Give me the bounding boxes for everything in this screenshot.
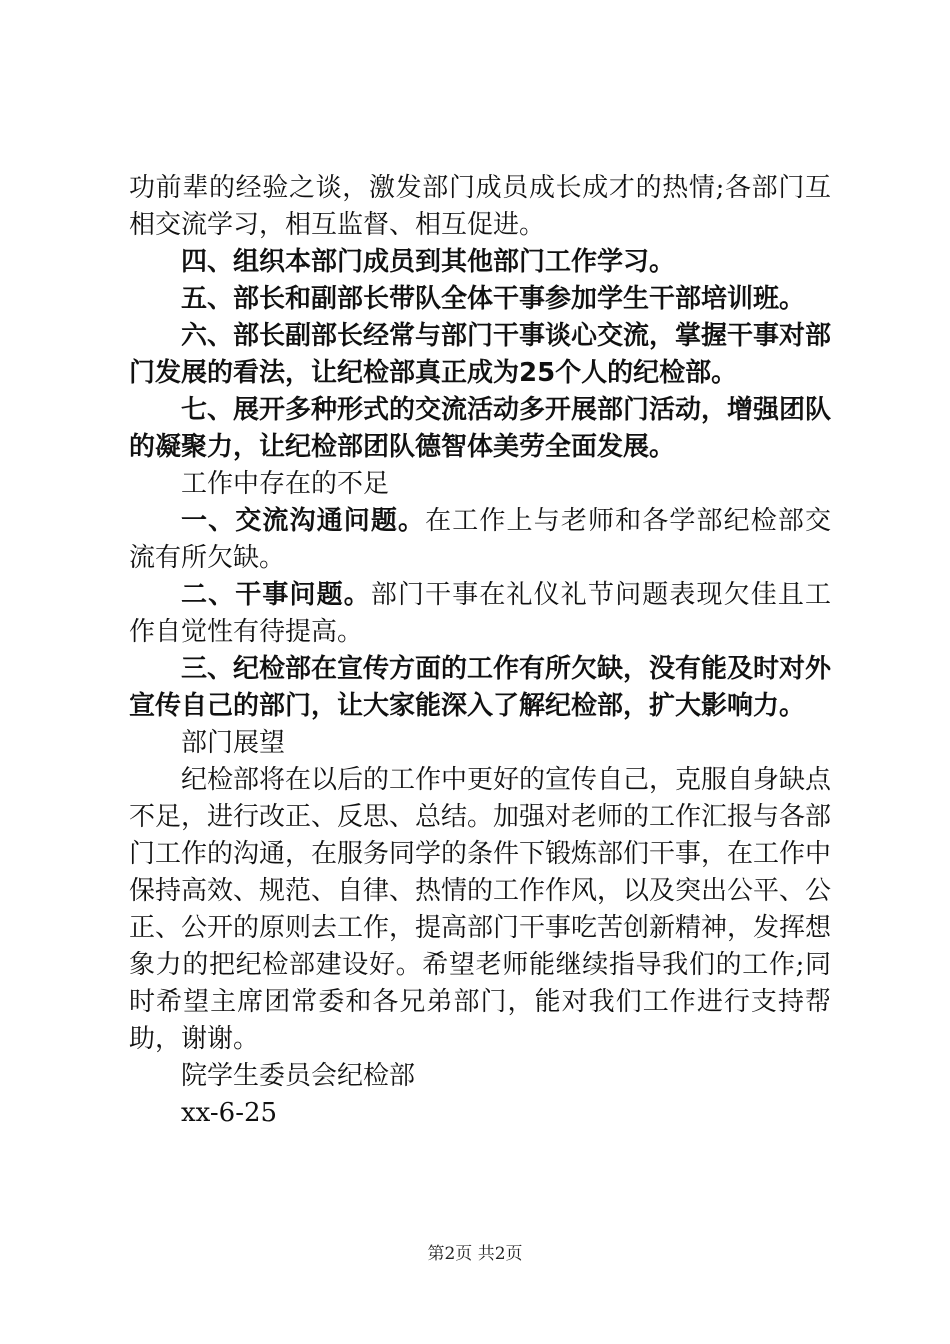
paragraph-item-5: 五、部长和副部长带队全体干事参加学生干部培训班。 [181,284,806,314]
paragraph-shortcoming-1 [129,503,831,577]
shortcoming-2-text: 部门干事在礼仪礼节问题表现欠佳且工作自觉性有待提高。 [129,580,831,647]
paragraph-item-7: 七、展开多种形式的交流活动多开展部门活动，增强团队的凝聚力，让纪检部团队德智体美劳全面发展。 [129,395,832,462]
section-heading-shortcomings: 工作中存在的不足 [181,469,390,499]
section-heading-outlook: 部门展望 [181,728,286,758]
shortcoming-2-lead: 二、干事问题。 [181,580,371,610]
shortcoming-1-lead: 一、交流沟通问题。 [181,506,426,536]
paragraph-outlook: 纪检部将在以后的工作中更好的宣传自己，克服自身缺点不足，进行改正、反思、总结。加强对老师的工作汇报与各部门工作的沟通，在服务同学的条件下锻炼部们干事，在工作中保持高效、规范、自律、热情的工作作风，以及突出公平、公正、公开的原则去工作，提高部门干事吃苦创新精神，发挥想象力的把纪检部建设好。希望老师能继续指导我们的工作;同时希望主席团常委和各兄弟部门，能对我们工作进行支持帮助，谢谢。 [129,765,832,1054]
shortcoming-1-text: 在工作上与老师和各学部纪检部交流有所欠缺。 [129,506,831,573]
paragraph-shortcoming-3: 三、纪检部在宣传方面的工作有所欠缺，没有能及时对外宣传自己的部门，让大家能深入了解纪检部，扩大影响力。 [129,654,832,721]
signature-date: xx-6-25 [181,1098,278,1128]
paragraph-continuation: 功前辈的经验之谈，激发部门成员成长成才的热情;各部门互相交流学习，相互监督、相互促进。 [129,173,831,240]
page-footer: 第2页 共2页 [427,1244,523,1264]
paragraph-item-6: 六、部长副部长经常与部门干事谈心交流，掌握干事对部门发展的看法，让纪检部真正成为25个人的纪检部。 [129,321,832,388]
paragraph-item-4: 四、组织本部门成员到其他部门工作学习。 [181,247,676,277]
document-body [129,170,831,1132]
signature-organization: 院学生委员会纪检部 [181,1061,416,1091]
paragraph-shortcoming-2 [129,577,831,651]
